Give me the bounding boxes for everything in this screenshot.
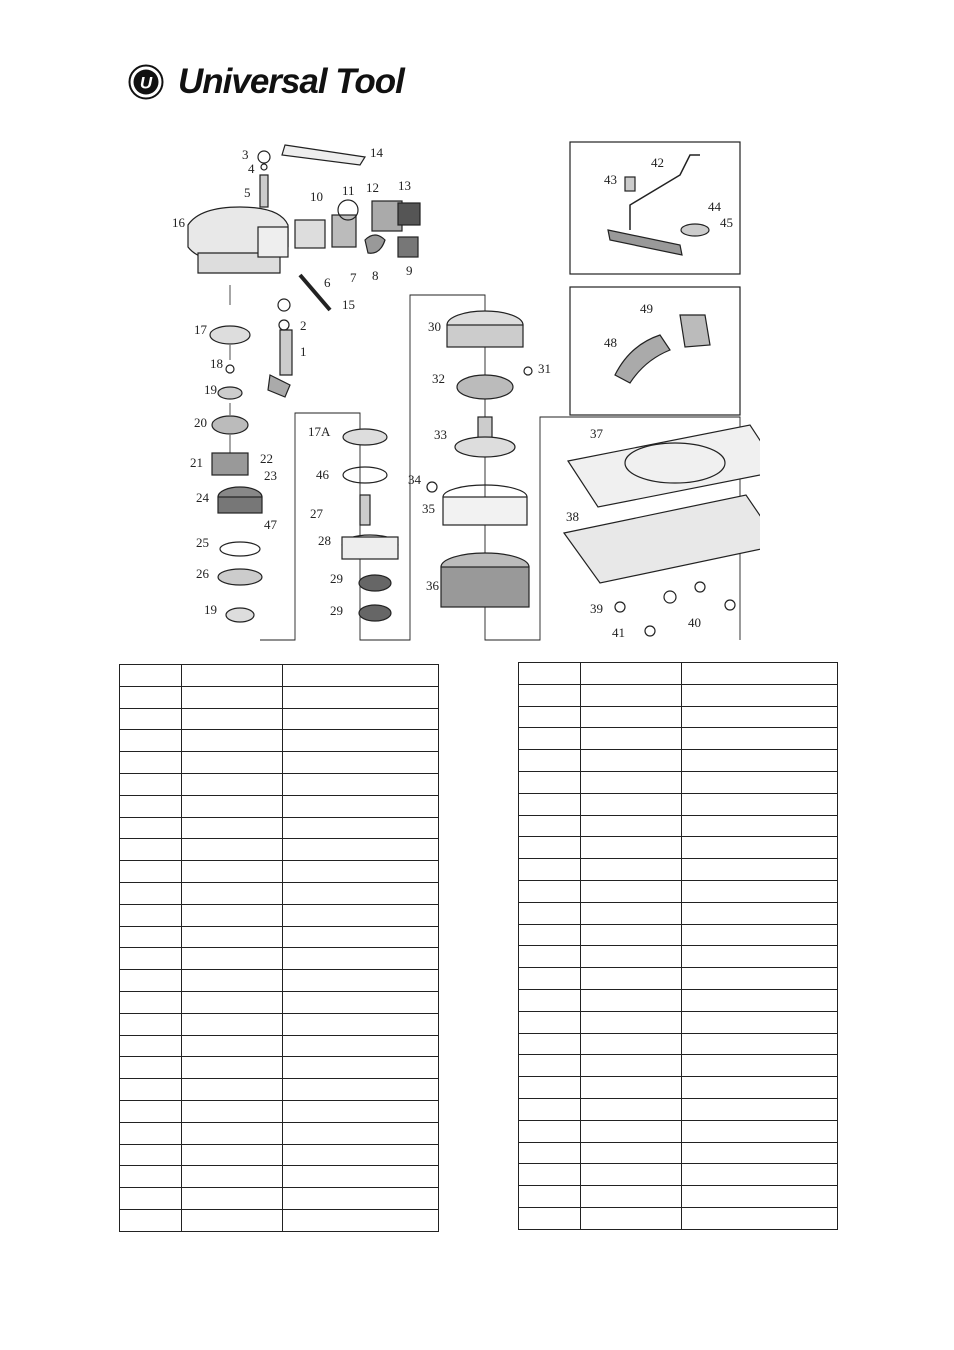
table-cell [182,861,283,883]
table-row [120,1122,439,1144]
part-label: 24 [196,490,209,505]
part-label: 19 [204,602,217,617]
table-cell [283,1188,439,1210]
table-cell [682,1207,838,1229]
table-cell [581,946,682,968]
table-row [120,839,439,861]
table-cell [581,1142,682,1164]
table-cell [283,1057,439,1079]
table-row [519,663,838,685]
table-row [519,1055,838,1077]
part-label: 21 [190,455,203,470]
table-cell [682,684,838,706]
part-label: 12 [366,180,379,195]
table-cell [682,1077,838,1099]
part-label: 4 [248,161,255,176]
table-cell [182,795,283,817]
part-label: 18 [210,356,223,371]
table-cell [581,706,682,728]
table-cell [519,989,581,1011]
part-label: 28 [318,533,331,548]
table-cell [581,1033,682,1055]
table-cell [581,1120,682,1142]
part-label: 45 [720,215,733,230]
table-row [120,1079,439,1101]
part-label: 9 [406,263,413,278]
table-cell [182,665,283,687]
part-label: 36 [426,578,439,593]
table-cell [182,904,283,926]
table-cell [581,1055,682,1077]
table-cell [120,991,182,1013]
table-cell [283,817,439,839]
table-cell [283,730,439,752]
part-label: 30 [428,319,441,334]
part-label: 25 [196,535,209,550]
table-cell [182,773,283,795]
table-cell [682,880,838,902]
part-label: 42 [651,155,664,170]
part-label: 14 [370,145,383,160]
table-cell [182,1100,283,1122]
table-cell [120,1188,182,1210]
part-label: 17 [194,322,207,337]
table-cell [682,1098,838,1120]
table-cell [581,771,682,793]
part-label: 38 [566,509,579,524]
table-cell [283,795,439,817]
table-cell [682,946,838,968]
part-label: 46 [316,467,329,482]
part-label: 34 [408,472,421,487]
table-cell [682,1142,838,1164]
part-label: 22 [260,451,273,466]
table-row [120,1144,439,1166]
table-cell [182,1188,283,1210]
table-row [519,1186,838,1208]
table-row [120,773,439,795]
table-cell [519,728,581,750]
table-row [519,1120,838,1142]
table-cell [519,880,581,902]
table-cell [581,750,682,772]
table-row [519,684,838,706]
table-cell [519,771,581,793]
table-row [120,817,439,839]
table-cell [519,902,581,924]
table-row [519,968,838,990]
table-row [120,861,439,883]
table-row [120,1166,439,1188]
part-label: 2 [300,318,307,333]
table-cell [581,924,682,946]
table-row [519,1164,838,1186]
table-cell [283,904,439,926]
part-label: 44 [708,199,721,214]
table-cell [120,1057,182,1079]
table-row [519,706,838,728]
table-row [120,665,439,687]
table-cell [283,1122,439,1144]
table-cell [120,665,182,687]
table-cell [519,663,581,685]
table-cell [283,773,439,795]
table-row [519,1098,838,1120]
table-cell [519,1077,581,1099]
part-label: 15 [342,297,355,312]
table-row [519,1077,838,1099]
table-cell [120,686,182,708]
table-cell [283,1209,439,1231]
part-label: 3 [242,147,249,162]
table-cell [519,706,581,728]
table-cell [182,1144,283,1166]
table-cell [120,1079,182,1101]
table-cell [120,1166,182,1188]
part-label: 32 [432,371,445,386]
table-cell [120,1013,182,1035]
table-cell [182,708,283,730]
table-row [120,795,439,817]
table-cell [682,859,838,881]
table-cell [519,750,581,772]
part-label: 29 [330,603,343,618]
table-row [120,882,439,904]
table-row [120,948,439,970]
table-cell [120,1035,182,1057]
table-cell [682,815,838,837]
table-cell [519,1120,581,1142]
table-cell [283,1100,439,1122]
table-cell [182,752,283,774]
table-cell [682,1186,838,1208]
part-label: 17A [308,424,331,439]
part-label: 7 [350,270,357,285]
table-cell [682,1164,838,1186]
table-cell [120,948,182,970]
table-row [120,708,439,730]
table-row [519,880,838,902]
table-cell [182,686,283,708]
table-cell [283,752,439,774]
table-cell [283,839,439,861]
table-cell [519,968,581,990]
table-row [519,837,838,859]
table-cell [283,926,439,948]
table-cell [120,795,182,817]
exploded-parts-diagram [160,135,760,650]
table-cell [581,793,682,815]
table-cell [682,771,838,793]
part-label: 35 [422,501,435,516]
parts-table-right-body [519,663,838,1230]
table-cell [182,882,283,904]
table-cell [283,1079,439,1101]
table-row [519,989,838,1011]
table-cell [182,839,283,861]
table-cell [519,1011,581,1033]
table-row [120,1188,439,1210]
table-cell [519,1207,581,1229]
brand-logo [128,62,404,102]
table-cell [283,686,439,708]
table-cell [519,684,581,706]
table-cell [682,706,838,728]
part-label: 16 [172,215,185,230]
part-label: 20 [194,415,207,430]
table-cell [182,1209,283,1231]
part-label: 26 [196,566,209,581]
part-label: 40 [688,615,701,630]
table-cell [581,1077,682,1099]
table-cell [581,968,682,990]
table-row [519,1142,838,1164]
table-cell [283,882,439,904]
table-row [519,815,838,837]
table-cell [519,815,581,837]
table-cell [519,859,581,881]
parts-table-left-body [120,665,439,1232]
table-cell [283,1144,439,1166]
table-row [519,1033,838,1055]
table-cell [682,793,838,815]
table-row [120,686,439,708]
table-cell [581,1011,682,1033]
table-cell [519,793,581,815]
table-cell [283,1035,439,1057]
table-cell [182,1122,283,1144]
part-label: 23 [264,468,277,483]
table-cell [182,817,283,839]
table-cell [283,991,439,1013]
table-row [120,730,439,752]
table-cell [682,924,838,946]
table-cell [283,861,439,883]
part-label: 33 [434,427,447,442]
parts-table-left [119,664,439,1232]
table-cell [182,970,283,992]
table-row [519,1011,838,1033]
table-cell [581,684,682,706]
table-row [519,902,838,924]
table-row [120,1035,439,1057]
table-row [519,859,838,881]
table-cell [682,902,838,924]
table-row [120,1100,439,1122]
table-cell [182,948,283,970]
table-row [519,924,838,946]
svg-text:U: U [139,73,153,93]
table-cell [120,1100,182,1122]
table-cell [682,989,838,1011]
table-cell [182,730,283,752]
table-cell [120,1122,182,1144]
part-label: 13 [398,178,411,193]
table-row [519,946,838,968]
part-label: 41 [612,625,625,640]
table-cell [182,1035,283,1057]
table-cell [182,1079,283,1101]
table-cell [682,837,838,859]
table-cell [120,1144,182,1166]
table-row [519,793,838,815]
table-row [519,771,838,793]
table-cell [682,750,838,772]
table-cell [283,708,439,730]
table-cell [519,946,581,968]
table-cell [182,1166,283,1188]
table-cell [519,1055,581,1077]
table-cell [519,1098,581,1120]
table-row [120,1013,439,1035]
table-cell [581,1186,682,1208]
table-row [120,752,439,774]
table-cell [283,970,439,992]
part-label: 29 [330,571,343,586]
table-cell [519,1186,581,1208]
table-cell [283,1166,439,1188]
table-cell [581,728,682,750]
table-cell [120,861,182,883]
table-cell [283,1013,439,1035]
table-cell [682,728,838,750]
table-cell [682,663,838,685]
part-label: 5 [244,185,251,200]
table-cell [581,989,682,1011]
part-label: 43 [604,172,617,187]
table-cell [283,948,439,970]
table-cell [581,815,682,837]
table-row [120,1057,439,1079]
part-label: 11 [342,183,355,198]
part-label: 19 [204,382,217,397]
table-row [120,1209,439,1231]
part-label: 31 [538,361,551,376]
table-row [120,926,439,948]
table-cell [682,1120,838,1142]
table-cell [120,904,182,926]
table-row [120,970,439,992]
table-cell [120,708,182,730]
table-cell [519,924,581,946]
table-cell [581,1098,682,1120]
table-cell [120,730,182,752]
table-cell [120,970,182,992]
part-label: 6 [324,275,331,290]
table-cell [519,1164,581,1186]
table-cell [283,665,439,687]
table-cell [581,663,682,685]
table-cell [120,839,182,861]
table-cell [682,1055,838,1077]
table-cell [182,926,283,948]
parts-table-right [518,662,838,1230]
table-cell [519,1033,581,1055]
universal-tool-logo-icon [128,64,164,100]
table-cell [682,1011,838,1033]
part-label: 10 [310,189,323,204]
table-cell [120,1209,182,1231]
table-row [120,904,439,926]
table-cell [120,752,182,774]
part-label: 27 [310,506,323,521]
table-row [519,1207,838,1229]
table-row [519,728,838,750]
table-cell [120,817,182,839]
part-label: 49 [640,301,653,316]
table-cell [120,882,182,904]
brand-name: Universal Tool [178,62,404,101]
part-label: 37 [590,426,603,441]
table-cell [519,837,581,859]
part-label: 47 [264,517,277,532]
part-label: 1 [300,344,307,359]
table-cell [182,1057,283,1079]
part-label: 48 [604,335,617,350]
table-cell [182,991,283,1013]
part-label: 39 [590,601,603,616]
table-row [519,750,838,772]
table-cell [682,1033,838,1055]
table-row [120,991,439,1013]
table-cell [581,1164,682,1186]
table-cell [120,773,182,795]
table-cell [581,902,682,924]
table-cell [581,1207,682,1229]
part-label: 8 [372,268,379,283]
table-cell [581,859,682,881]
table-cell [581,837,682,859]
table-cell [581,880,682,902]
table-cell [120,926,182,948]
table-cell [182,1013,283,1035]
table-cell [682,968,838,990]
table-cell [519,1142,581,1164]
